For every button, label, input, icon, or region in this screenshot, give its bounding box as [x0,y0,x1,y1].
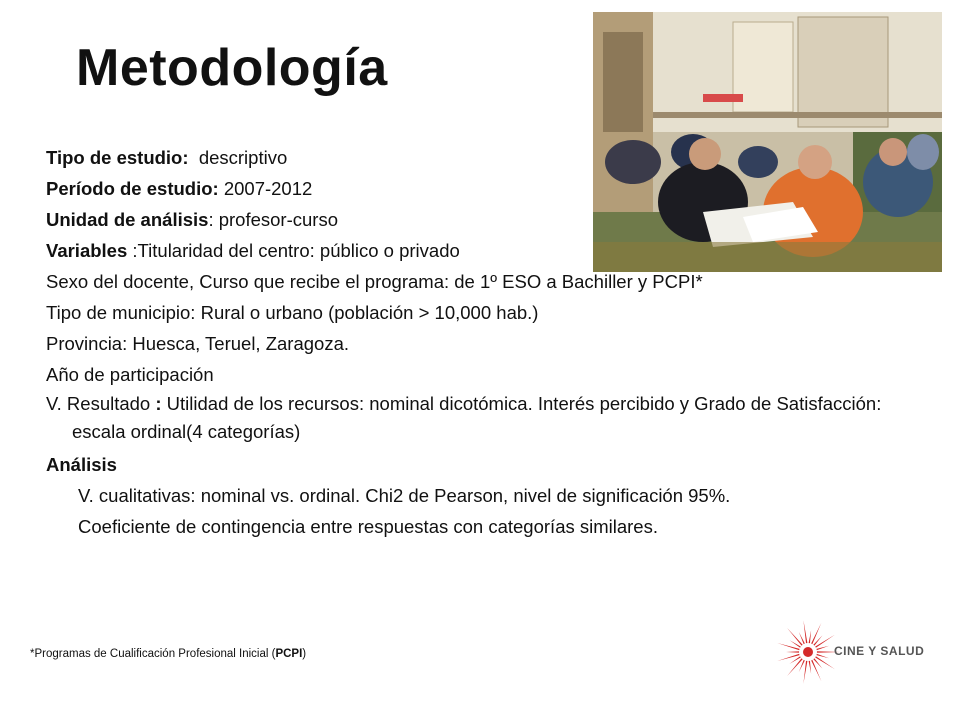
sex-line: Sexo del docente, Curso que recibe el programa: de 1º ESO a Bachiller y PCPI* [46,271,703,292]
result-variable-line [46,390,926,446]
footnote [30,648,306,660]
study-type-label: Tipo de estudio: [46,147,189,168]
study-period-label: Período de estudio: [46,178,219,199]
variables-line [46,235,926,266]
qualitative-line: V. cualitativas: nominal vs. ordinal. Chi2 de Pearson, nivel de significación 95%. [78,485,731,506]
variables-value: :Titularidad del centro: público o privado [127,240,460,261]
variables-label: Variables [46,240,128,261]
footnote-abbr: PCPI [275,648,303,660]
logo-text: CINE Y SALUD [834,644,925,658]
cine-y-salud-logo [772,616,942,698]
footnote-suffix: ) [302,648,307,660]
study-type-line [46,142,926,173]
slide-title: Metodología [76,39,388,97]
methodology-body [46,142,926,542]
analysis-unit-value: : profesor-curso [208,209,338,230]
coefficient-line: Coeficiente de contingencia entre respuestas con categorías similares. [78,516,658,537]
province-line: Provincia: Huesca, Teruel, Zaragoza. [46,333,350,354]
municipality-line: Tipo de municipio: Rural o urbano (población > 10,000 hab.) [46,302,539,323]
result-colon: : [155,393,162,414]
result-prefix: V. Resultado [46,393,156,414]
analysis-unit-label: Unidad de análisis [46,209,209,230]
footnote-prefix: *Programas de Cualificación Profesional Inicial ( [30,648,276,660]
study-period-value: 2007-2012 [223,178,313,199]
analysis-heading: Análisis [46,454,117,475]
study-period-line [46,173,926,204]
year-line: Año de participación [46,364,214,385]
result-rest: Utilidad de los recursos: nominal dicotómica. Interés percibido y Grado de Satisfacción: escala ordinal(4 categorías) [72,393,882,442]
study-type-value: descriptivo [198,147,288,168]
analysis-unit-line [46,204,926,235]
